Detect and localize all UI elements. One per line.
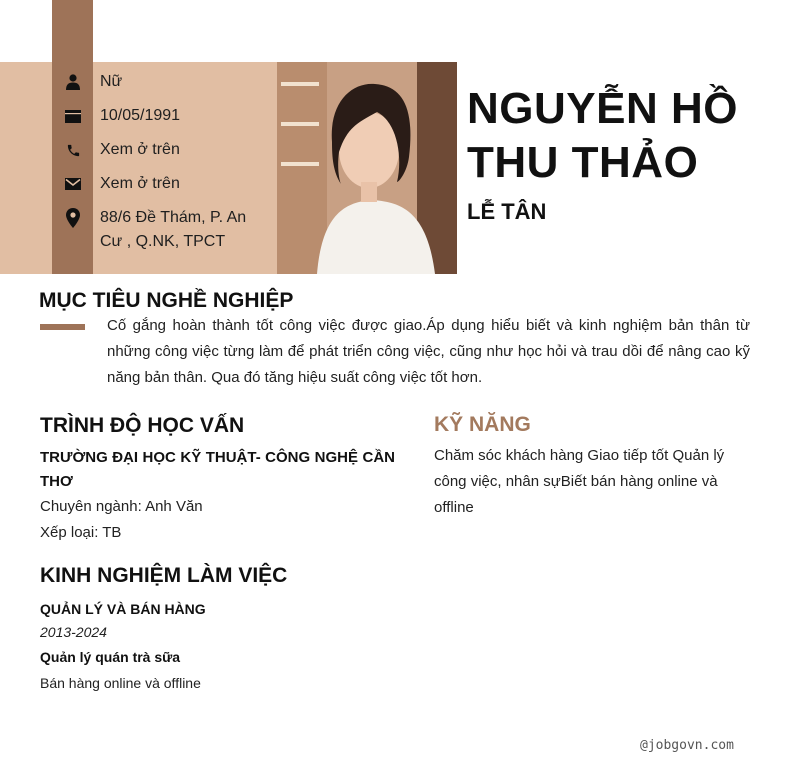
education-school: TRƯỜNG ĐẠI HỌC KỸ THUẬT- CÔNG NGHỆ CẦN THƠ xyxy=(40,449,395,490)
objective-heading: MỤC TIÊU NGHỀ NGHIỆP xyxy=(39,289,294,312)
person-icon xyxy=(62,70,84,94)
location-pin-icon xyxy=(62,206,84,230)
calendar-icon xyxy=(62,104,84,128)
candidate-name xyxy=(467,82,777,190)
experience-period: 2013-2024 xyxy=(40,624,107,640)
watermark: @jobgovn.com xyxy=(640,738,734,753)
contact-dob xyxy=(62,104,262,128)
experience-company: Quản lý quán trà sữa xyxy=(40,649,181,665)
objective-accent-bar xyxy=(40,324,85,330)
education-rank: Xếp loại: TB xyxy=(40,524,122,541)
phone-value: Xem ở trên xyxy=(100,141,180,158)
name-line-1: NGUYỄN HỒ xyxy=(467,84,738,133)
skills-heading: KỸ NĂNG xyxy=(434,413,531,436)
email-value: Xem ở trên xyxy=(100,175,180,192)
profile-photo xyxy=(277,62,457,274)
mail-icon xyxy=(62,172,84,196)
education-major: Chuyên ngành: Anh Văn xyxy=(40,498,203,515)
job-position: LỄ TÂN xyxy=(467,199,547,224)
gender-value: Nữ xyxy=(100,73,123,90)
phone-icon xyxy=(62,138,84,162)
contact-email xyxy=(62,172,262,196)
education-heading: TRÌNH ĐỘ HỌC VẤN xyxy=(40,414,245,437)
skills-text: Chăm sóc khách hàng Giao tiếp tốt Quản lý công việc, nhân sựBiết bán hàng online và offline xyxy=(434,447,725,516)
name-line-2: THU THẢO xyxy=(467,138,699,187)
contact-address xyxy=(62,206,262,254)
contact-phone xyxy=(62,138,262,162)
objective-text: Cố gắng hoàn thành tốt công việc được giao.Áp dụng hiểu biết và kinh nghiệm bản thân từ những công việc từng làm để phát triển công việc, cũng như học hỏi và trau dồi để nâng cao kỹ năng bản thân. Qua đó tăng hiệu suất công việc tốt hơn. xyxy=(107,317,750,386)
dob-value: 10/05/1991 xyxy=(100,107,181,124)
experience-role: QUẢN LÝ VÀ BÁN HÀNG xyxy=(40,601,206,617)
experience-heading: KINH NGHIỆM LÀM VIỆC xyxy=(40,564,288,587)
experience-description: Bán hàng online và offline xyxy=(40,675,201,691)
contact-gender xyxy=(62,70,262,94)
address-value: 88/6 Đề Thám, P. An Cư , Q.NK, TPCT xyxy=(100,209,247,250)
